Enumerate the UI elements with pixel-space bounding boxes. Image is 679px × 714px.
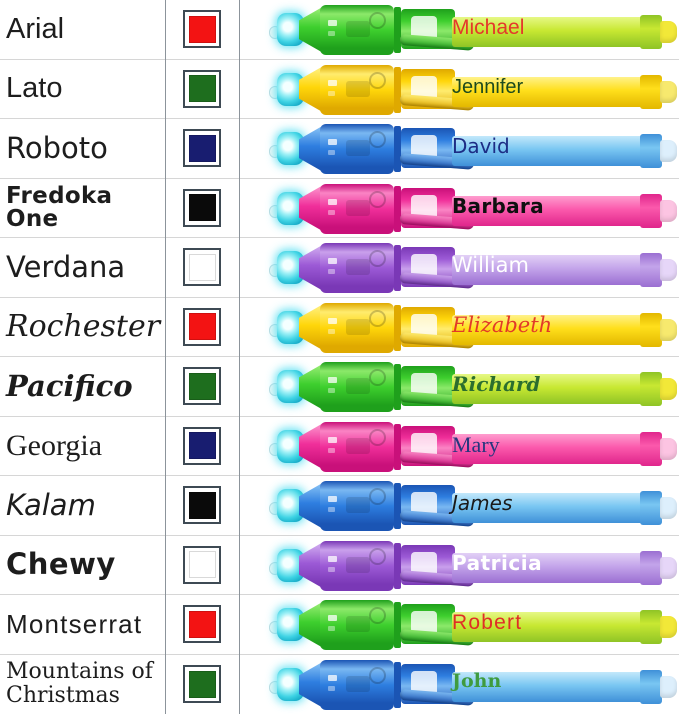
font-sample-label: Mountains of Christmas: [6, 658, 153, 709]
pen-cell: [239, 0, 679, 59]
pen-cap-detail: [346, 616, 370, 632]
font-cell: [0, 298, 165, 357]
ink-color-fill: [189, 432, 216, 459]
swatch-cell: [165, 179, 239, 238]
pen-cap-button-detail: [369, 548, 386, 565]
font-cell: [0, 60, 165, 119]
pen-cap-taper: [299, 185, 322, 232]
ink-color-fill: [189, 135, 216, 162]
pen-cap-detail: [328, 567, 335, 572]
pen-cap-detail: [328, 686, 335, 691]
font-sample-label: Arial: [6, 12, 65, 45]
pen-cap-button-detail: [369, 12, 386, 29]
uv-pen-image: [268, 359, 678, 415]
ink-color-swatch: [183, 427, 221, 465]
ink-color-swatch: [183, 308, 221, 346]
pen-cap-detail: [328, 507, 335, 512]
table-row: [0, 595, 679, 655]
table-row: [0, 536, 679, 596]
pen-name-text: Michael: [452, 16, 525, 40]
pen-tail-cap: [660, 319, 677, 341]
pen-cell: [239, 238, 679, 297]
pen-cell: [239, 536, 679, 595]
uv-pen-image: [268, 538, 678, 594]
ink-color-fill: [189, 551, 216, 578]
ink-color-fill: [189, 671, 216, 698]
pen-tail-cap: [660, 140, 677, 162]
column-divider: [165, 0, 166, 714]
pen-cap-detail: [328, 80, 337, 86]
font-cell: [0, 119, 165, 178]
font-sample-label: Roboto: [6, 130, 108, 165]
font-sample-label: Fredoka One: [6, 182, 113, 232]
pen-cap: [320, 600, 394, 650]
pen-name-text: Richard: [452, 372, 541, 397]
pen-cap-detail: [328, 615, 337, 621]
uv-pen-image: [268, 419, 678, 475]
swatch-cell: [165, 357, 239, 416]
pen-cap-detail: [328, 318, 337, 324]
table-row: [0, 476, 679, 536]
pen-cap: [320, 362, 394, 412]
font-sample-label: Chewy: [6, 547, 116, 582]
pen-cap-ring: [394, 424, 401, 470]
font-sample-label: Pacifico: [6, 368, 133, 403]
font-sample-label: Rochester: [6, 308, 161, 344]
pen-cap-ring: [394, 602, 401, 648]
pen-cap-taper: [299, 125, 322, 172]
swatch-cell: [165, 655, 239, 714]
ink-color-swatch: [183, 248, 221, 286]
font-sample-label: Kalam: [6, 487, 96, 522]
pen-cap-ring: [394, 364, 401, 410]
pen-cap-ring: [394, 245, 401, 291]
ink-color-fill: [189, 611, 216, 638]
pen-cell: [239, 595, 679, 654]
pen-cap-detail: [346, 497, 370, 513]
pen-cap-detail: [346, 21, 370, 37]
table-row: [0, 179, 679, 239]
font-cell: [0, 238, 165, 297]
pen-cell: [239, 298, 679, 357]
table-row: [0, 119, 679, 179]
font-cell: [0, 536, 165, 595]
pen-name-text: Patricia: [452, 550, 543, 575]
pen-cap: [320, 65, 394, 115]
pen-cap: [320, 422, 394, 472]
pen-cap-ring: [394, 126, 401, 172]
pen-tail-cap: [660, 676, 677, 698]
pen-cap-taper: [299, 66, 322, 113]
ink-color-fill: [189, 16, 216, 43]
pen-tail-cap: [660, 557, 677, 579]
pen-cap-button-detail: [369, 488, 386, 505]
uv-pen-image: [268, 478, 678, 534]
pen-cap: [320, 541, 394, 591]
pen-cap-detail: [328, 199, 337, 205]
pen-cap-taper: [299, 244, 322, 291]
pen-cap-detail: [328, 675, 337, 681]
pen-name-text: Barbara: [452, 193, 544, 218]
table-row: [0, 357, 679, 417]
swatch-cell: [165, 60, 239, 119]
pen-cell: [239, 179, 679, 238]
pen-cap-taper: [299, 6, 322, 53]
uv-pen-image: [268, 657, 678, 713]
font-cell: [0, 476, 165, 535]
pen-cap-button-detail: [369, 667, 386, 684]
swatch-cell: [165, 417, 239, 476]
pen-cap-taper: [299, 363, 322, 410]
pen-cap: [320, 124, 394, 174]
pen-tail-cap: [660, 21, 677, 43]
pen-cap: [320, 660, 394, 710]
pen-cell: [239, 655, 679, 714]
pen-cap-detail: [328, 437, 337, 443]
column-divider: [239, 0, 240, 714]
font-sample-label: Lato: [6, 72, 63, 105]
ink-color-fill: [189, 492, 216, 519]
pen-tail-cap: [660, 378, 677, 400]
pen-cap-taper: [299, 304, 322, 351]
pen-cap-button-detail: [369, 310, 386, 327]
pen-cap-detail: [328, 329, 335, 334]
pen-cap-detail: [328, 139, 337, 145]
pen-cap-button-detail: [369, 369, 386, 386]
ink-color-swatch: [183, 486, 221, 524]
pen-name-text: James: [452, 491, 513, 516]
pen-cap-detail: [328, 377, 337, 383]
pen-name-text: Robert: [452, 611, 523, 635]
font-sample-label: Georgia: [6, 428, 103, 462]
table-row: [0, 298, 679, 358]
pen-cell: [239, 417, 679, 476]
ink-color-fill: [189, 254, 216, 281]
pen-name-text: David: [452, 134, 510, 159]
pen-cap-ring: [394, 67, 401, 113]
pen-cap: [320, 481, 394, 531]
ink-color-swatch: [183, 10, 221, 48]
pen-cap-detail: [346, 676, 370, 692]
pen-tail-cap: [660, 259, 677, 281]
font-sample-label: Verdana: [6, 249, 126, 284]
pen-cap-button-detail: [369, 131, 386, 148]
pen-cap-ring: [394, 186, 401, 232]
uv-pen-image: [268, 121, 678, 177]
pen-name-text: Mary: [452, 431, 500, 457]
pen-cap-detail: [346, 259, 370, 275]
pen-cap-ring: [394, 483, 401, 529]
ink-color-fill: [189, 194, 216, 221]
swatch-cell: [165, 536, 239, 595]
font-cell: [0, 417, 165, 476]
pen-cap-detail: [328, 20, 337, 26]
pen-cap-detail: [328, 150, 335, 155]
pen-cap-detail: [328, 210, 335, 215]
pen-tail-cap: [660, 616, 677, 638]
pen-cap-ring: [394, 662, 401, 708]
pen-cap-button-detail: [369, 191, 386, 208]
pen-tail-cap: [660, 200, 677, 222]
pen-cap: [320, 303, 394, 353]
uv-pen-image: [268, 597, 678, 653]
ink-color-fill: [189, 75, 216, 102]
pen-cap-ring: [394, 305, 401, 351]
ink-color-swatch: [183, 665, 221, 703]
ink-color-swatch: [183, 605, 221, 643]
pen-cap-button-detail: [369, 607, 386, 624]
pen-cap-detail: [346, 140, 370, 156]
swatch-cell: [165, 595, 239, 654]
swatch-cell: [165, 238, 239, 297]
pen-cap-ring: [394, 7, 401, 53]
pen-cap: [320, 5, 394, 55]
table-row: [0, 238, 679, 298]
ink-color-swatch: [183, 546, 221, 584]
table-row: [0, 417, 679, 477]
pen-cell: [239, 119, 679, 178]
pen-cap-ring: [394, 543, 401, 589]
ink-color-swatch: [183, 70, 221, 108]
pen-cap-taper: [299, 601, 322, 648]
pen-cap-detail: [346, 81, 370, 97]
table-row: [0, 655, 679, 714]
pen-tail-cap: [660, 497, 677, 519]
swatch-cell: [165, 0, 239, 59]
pen-cap-button-detail: [369, 250, 386, 267]
pen-cap-detail: [346, 200, 370, 216]
swatch-cell: [165, 298, 239, 357]
pen-cell: [239, 60, 679, 119]
pen-cell: [239, 476, 679, 535]
ink-color-swatch: [183, 189, 221, 227]
pen-name-text: John: [452, 670, 502, 693]
font-cell: [0, 595, 165, 654]
uv-pen-image: [268, 62, 678, 118]
pen-cap-detail: [346, 319, 370, 335]
pen-cap-button-detail: [369, 429, 386, 446]
pen-cap-taper: [299, 661, 322, 708]
pen-cap-button-detail: [369, 72, 386, 89]
pen-cap-detail: [328, 91, 335, 96]
swatch-cell: [165, 476, 239, 535]
uv-pen-image: [268, 181, 678, 237]
font-cell: [0, 655, 165, 714]
pen-cap-detail: [328, 556, 337, 562]
font-cell: [0, 0, 165, 59]
font-cell: [0, 179, 165, 238]
pen-cap-detail: [328, 626, 335, 631]
pen-cap-detail: [328, 31, 335, 36]
pen-cap-detail: [328, 258, 337, 264]
pen-cap: [320, 243, 394, 293]
table-row: [0, 60, 679, 120]
pen-cap-detail: [346, 557, 370, 573]
pen-name-text: Elizabeth: [452, 312, 553, 337]
uv-pen-image: [268, 240, 678, 296]
pen-cap-detail: [346, 438, 370, 454]
pen-cell: [239, 357, 679, 416]
ink-color-swatch: [183, 129, 221, 167]
swatch-cell: [165, 119, 239, 178]
font-cell: [0, 357, 165, 416]
uv-pen-image: [268, 2, 678, 58]
pen-cap-detail: [328, 388, 335, 393]
ink-color-fill: [189, 313, 216, 340]
pen-cap-detail: [346, 378, 370, 394]
pen-cap-taper: [299, 423, 322, 470]
ink-color-fill: [189, 373, 216, 400]
font-sample-label: Montserrat: [6, 609, 143, 640]
uv-pen-image: [268, 300, 678, 356]
ink-color-swatch: [183, 367, 221, 405]
pen-cap: [320, 184, 394, 234]
pen-cap-detail: [328, 448, 335, 453]
pen-cap-taper: [299, 542, 322, 589]
pen-name-text: William: [452, 253, 529, 278]
pen-tail-cap: [660, 81, 677, 103]
pen-cap-detail: [328, 269, 335, 274]
pen-cap-taper: [299, 482, 322, 529]
pen-name-text: Jennifer: [452, 75, 524, 98]
pen-tail-cap: [660, 438, 677, 460]
table-row: [0, 0, 679, 60]
pen-cap-detail: [328, 496, 337, 502]
